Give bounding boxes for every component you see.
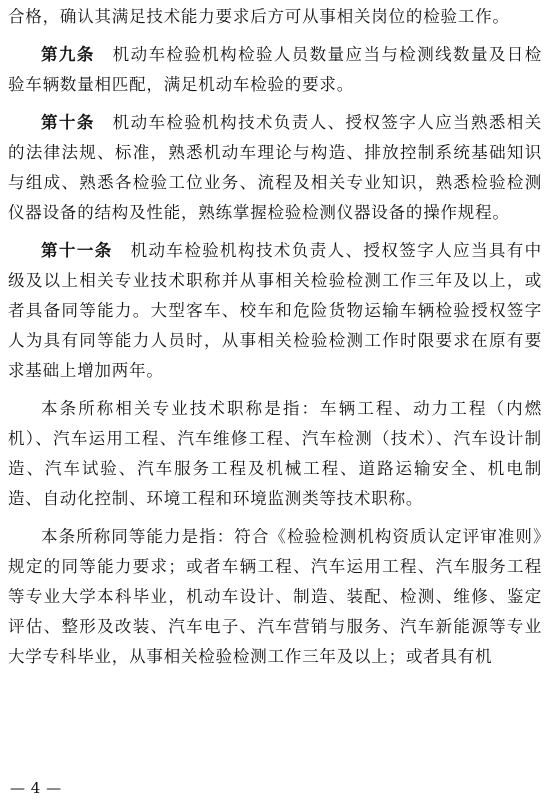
article-9 — [8, 40, 542, 100]
page-number: — 4 — — [10, 779, 62, 797]
article-heading: 第十一条 — [41, 241, 113, 260]
paragraph-text: 本条所称相关专业技术职称是指：车辆工程、动力工程（内燃机）、汽车运用工程、汽车维修工程、汽车检测（技术）、汽车设计制造、汽车试验、汽车服务工程及机械工程、道路运输安全、机电制造、自动化控制、环境工程和环境监测类等技术职称。 — [8, 399, 542, 508]
paragraph-text: 机动车检验机构技术负责人、授权签字人应当熟悉相关的法律法规、标准，熟悉机动车理论与构造、排放控制系统基础知识与组成、熟悉各检验工位业务、流程及相关专业知识，熟悉检验检测仪器设备的结构及性能，熟练掌握检验检测仪器设备的操作规程。 — [8, 113, 542, 222]
document-body — [8, 2, 542, 680]
paragraph-continuation — [8, 2, 542, 32]
article-heading: 第十条 — [41, 113, 95, 132]
paragraph-text: 合格，确认其满足技术能力要求后方可从事相关岗位的检验工作。 — [8, 7, 510, 26]
paragraph-professional-titles — [8, 394, 542, 514]
article-heading: 第九条 — [41, 45, 95, 64]
paragraph-text: 本条所称同等能力是指：符合《检验检测机构资质认定评审准则》规定的同等能力要求；或者车辆工程、汽车运用工程、汽车服务工程等专业大学本科毕业，机动车设计、制造、装配、检测、维修、鉴定评估、整形及改装、汽车电子、汽车营销与服务、汽车新能源等专业大学专科毕业，从事相关检验检测工作三年及以上；或者具有机 — [8, 527, 542, 666]
paragraph-text: 机动车检验机构技术负责人、授权签字人应当具有中级及以上相关专业技术职称并从事相关检验检测工作三年及以上，或者具备同等能力。大型客车、校车和危险货物运输车辆检验授权签字人为具有同等能力人员时，从事相关检验检测工作时限要求在原有要求基础上增加两年。 — [8, 241, 542, 380]
article-11 — [8, 236, 542, 386]
article-10 — [8, 108, 542, 228]
paragraph-text: 机动车检验机构检验人员数量应当与检测线数量及日检验车辆数量相匹配，满足机动车检验的要求。 — [8, 45, 542, 94]
paragraph-equivalent-ability — [8, 522, 542, 672]
